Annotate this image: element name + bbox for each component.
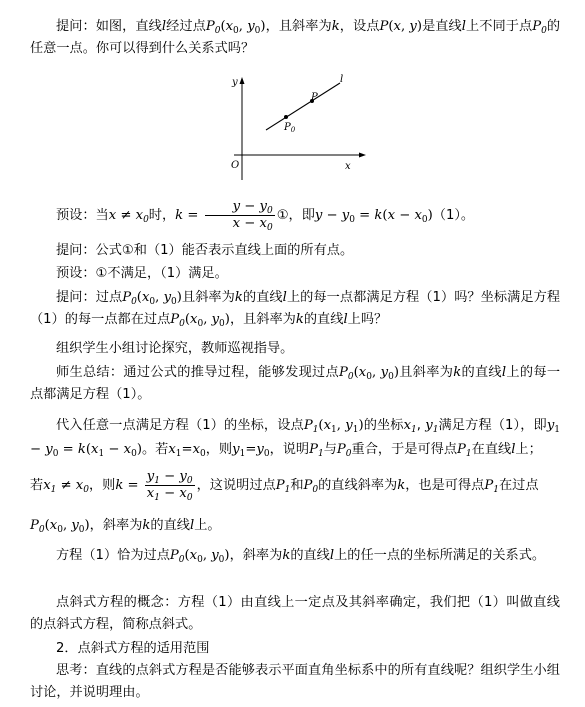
think-paragraph	[30, 660, 560, 704]
text: 的直线斜率为	[318, 478, 398, 493]
y-axis-label: y	[232, 77, 238, 88]
text: 经过点	[166, 19, 206, 34]
math: =	[183, 208, 203, 223]
text: 的直线	[242, 290, 283, 305]
text: 思考：直线的点斜式方程是否能够表示平面直角坐标系中的所有直线呢？组织学生小组讨论，并说明理由。	[30, 663, 560, 700]
text: 上的任一点的坐标所满足的关系式。	[334, 548, 546, 563]
question-paragraph-3	[30, 287, 560, 331]
origin-label: O	[231, 160, 240, 171]
math: $y_1=y_0$	[232, 442, 270, 459]
text: 满足方程（1），即	[438, 418, 547, 433]
text: ，则	[205, 442, 233, 457]
continuation-paragraph	[30, 515, 560, 537]
text: 上的每一点都满足方程（1）吗？坐标满足方程（1）的每一点都在过点	[30, 290, 561, 327]
text: 提问：如图，直线	[56, 19, 162, 34]
math: ($x_0$, $y_0$)	[220, 19, 266, 36]
point-p0	[284, 115, 288, 119]
text: （1）。	[432, 208, 475, 223]
summary-paragraph	[30, 362, 560, 406]
text: ，设点	[339, 19, 380, 34]
y-axis-arrow	[240, 77, 245, 84]
math: l	[461, 19, 466, 34]
text: 提问：公式①和（1）能否表示直线上面的所有点。	[56, 243, 354, 258]
math: $P_0$	[339, 365, 354, 382]
text: ，且斜率为	[265, 19, 332, 34]
text: 预设：①不满足，（1）满足。	[56, 266, 228, 281]
text: 和	[290, 478, 304, 493]
text: ，斜率为	[89, 518, 143, 533]
math: $P_0$	[170, 312, 185, 329]
text: 与	[323, 442, 337, 457]
math: l	[343, 312, 348, 327]
math: ($x_1$, $y_1$)	[318, 418, 364, 435]
x-axis-arrow	[359, 153, 366, 158]
math: l	[511, 442, 516, 457]
math: ($x_0$, $y_0$)	[136, 290, 182, 307]
math: $y_1 - y_0 = k(x_1 - x_0)$	[30, 418, 561, 459]
text: ，这说明过点	[196, 478, 276, 493]
math: ≠	[56, 478, 76, 493]
text: 的直线	[303, 312, 344, 327]
math: l	[189, 518, 195, 533]
slope-fraction-2: $\frac{y_1 - y_0}{x_1 - x_0}$	[146, 468, 193, 503]
text: ，则	[88, 478, 116, 493]
text: 上吗？	[347, 312, 388, 327]
math: $P_0$	[532, 19, 547, 36]
math: k	[282, 548, 291, 563]
text: 上。	[194, 518, 221, 533]
slope-fraction: $\frac{y - y_0}{x - x_0}$	[205, 199, 275, 232]
text: 若	[30, 478, 44, 493]
math: P	[379, 19, 389, 34]
text: 上；	[515, 442, 542, 457]
math: ($x_0$, $y_0$)	[44, 518, 90, 535]
math: k	[295, 312, 304, 327]
otherwise-paragraph	[30, 468, 560, 504]
text: ，斜率为	[229, 548, 283, 563]
math: l	[329, 548, 335, 563]
text: 时，	[148, 208, 176, 223]
text: 2．点斜式方程的适用范围	[56, 641, 210, 656]
text: 在过点	[498, 478, 539, 493]
math: $P_0$	[336, 442, 352, 459]
text: 的直线	[150, 518, 190, 533]
text: 组织学生小组讨论探究，教师巡视指导。	[56, 341, 294, 356]
preset-paragraph-1	[30, 198, 560, 234]
text: 点斜式方程的概念：方程（1）由直线上一定点及其斜率确定，我们把（1）叫做直线的点斜式方程，简称点斜式。	[30, 595, 560, 632]
math: $x_1=x_0$	[168, 442, 206, 459]
text: 上的每一点都满足方程（1）。	[30, 365, 561, 402]
text: ，也是可得点	[405, 478, 485, 493]
math: $P_0$	[122, 290, 137, 307]
math: (x, y)	[388, 19, 423, 34]
math: $P_1$	[484, 478, 499, 495]
math: $x_1$	[403, 418, 417, 435]
text: 的坐标	[363, 418, 404, 433]
text: 上不同于点	[466, 19, 533, 34]
math: k	[331, 19, 340, 34]
math: =	[123, 478, 143, 493]
math: $y - y_0 = k(x - x_0)$	[314, 208, 433, 225]
math: $P_1$	[275, 478, 291, 495]
substitution-paragraph: 代入任意一点满足方程（1）的坐标，设点$P_1(x_1$, $y_1$)的坐标$x_1$, $y_1$满足方程（1），即$y_1 - y_0 = k(x_1 - x_0)$。若$x_1=x_0$，则$y_1=y_0$，说明$P_1$与$P_0$重合，于是可得点$P_1$在直线l上；	[30, 418, 561, 459]
math: l	[161, 19, 167, 34]
math: $P_0$	[30, 518, 45, 535]
equation-meaning-paragraph	[30, 545, 560, 567]
point-p-label: P	[311, 92, 318, 103]
organize-paragraph	[30, 338, 560, 360]
math: k	[234, 290, 243, 305]
text: 预设：当	[56, 208, 109, 223]
math: k	[142, 518, 151, 533]
math: ($x_0$, $y_0$)	[184, 548, 230, 565]
math: l	[282, 290, 287, 305]
coordinate-figure	[228, 74, 368, 188]
math: ≠	[116, 208, 136, 223]
question-paragraph-1	[30, 16, 560, 60]
math: $P_0$	[169, 548, 185, 565]
line-l-label: l	[340, 74, 344, 85]
math: $y_1$	[425, 418, 439, 435]
text: ①，即	[276, 208, 315, 223]
text: 的直线	[290, 548, 330, 563]
text: 的任意一点。你可以得到什么关系式吗？	[30, 19, 561, 56]
text: 且斜率为	[398, 365, 454, 380]
text: 提问：过点	[56, 290, 123, 305]
math: $P_1$	[303, 418, 319, 435]
math: $P_0$	[303, 478, 319, 495]
text: 师生总结：通过公式的推导过程，能够发现过点	[56, 365, 340, 380]
math: x	[108, 208, 117, 223]
math: k	[397, 478, 406, 493]
definition-paragraph	[30, 592, 560, 636]
preset-paragraph-2	[30, 263, 560, 285]
math: $x_0$	[75, 478, 89, 495]
text: 代入任意一点满足方程（1）的坐标，设点	[56, 418, 304, 433]
x-axis-label: x	[345, 161, 351, 172]
text: 的直线	[461, 365, 502, 380]
text: 重合，于是可得点	[351, 442, 458, 457]
math: ($x_0$, $y_0$)	[353, 365, 399, 382]
text: ，说明	[269, 442, 310, 457]
math: $P_1$	[309, 442, 324, 459]
math: $P_1$	[457, 442, 472, 459]
text: 。若	[141, 442, 169, 457]
math: $x_1$	[43, 478, 57, 495]
text: ，且斜率为	[229, 312, 296, 327]
math: l	[501, 365, 507, 380]
math: k	[453, 365, 462, 380]
section-heading	[30, 638, 560, 660]
math: $x_0$	[135, 208, 149, 225]
text: 方程（1）恰为过点	[56, 548, 170, 563]
math: $P_0$	[205, 19, 221, 36]
line-l	[266, 83, 340, 130]
text: 在直线	[471, 442, 512, 457]
text: 且斜率为	[181, 290, 235, 305]
math: k	[175, 208, 184, 223]
math: ($x_0$, $y_0$)	[184, 312, 230, 329]
point-p0-label: $P_0$	[284, 122, 296, 134]
text: 是直线	[422, 19, 462, 34]
question-paragraph-2	[30, 240, 560, 262]
math: k	[115, 478, 124, 493]
